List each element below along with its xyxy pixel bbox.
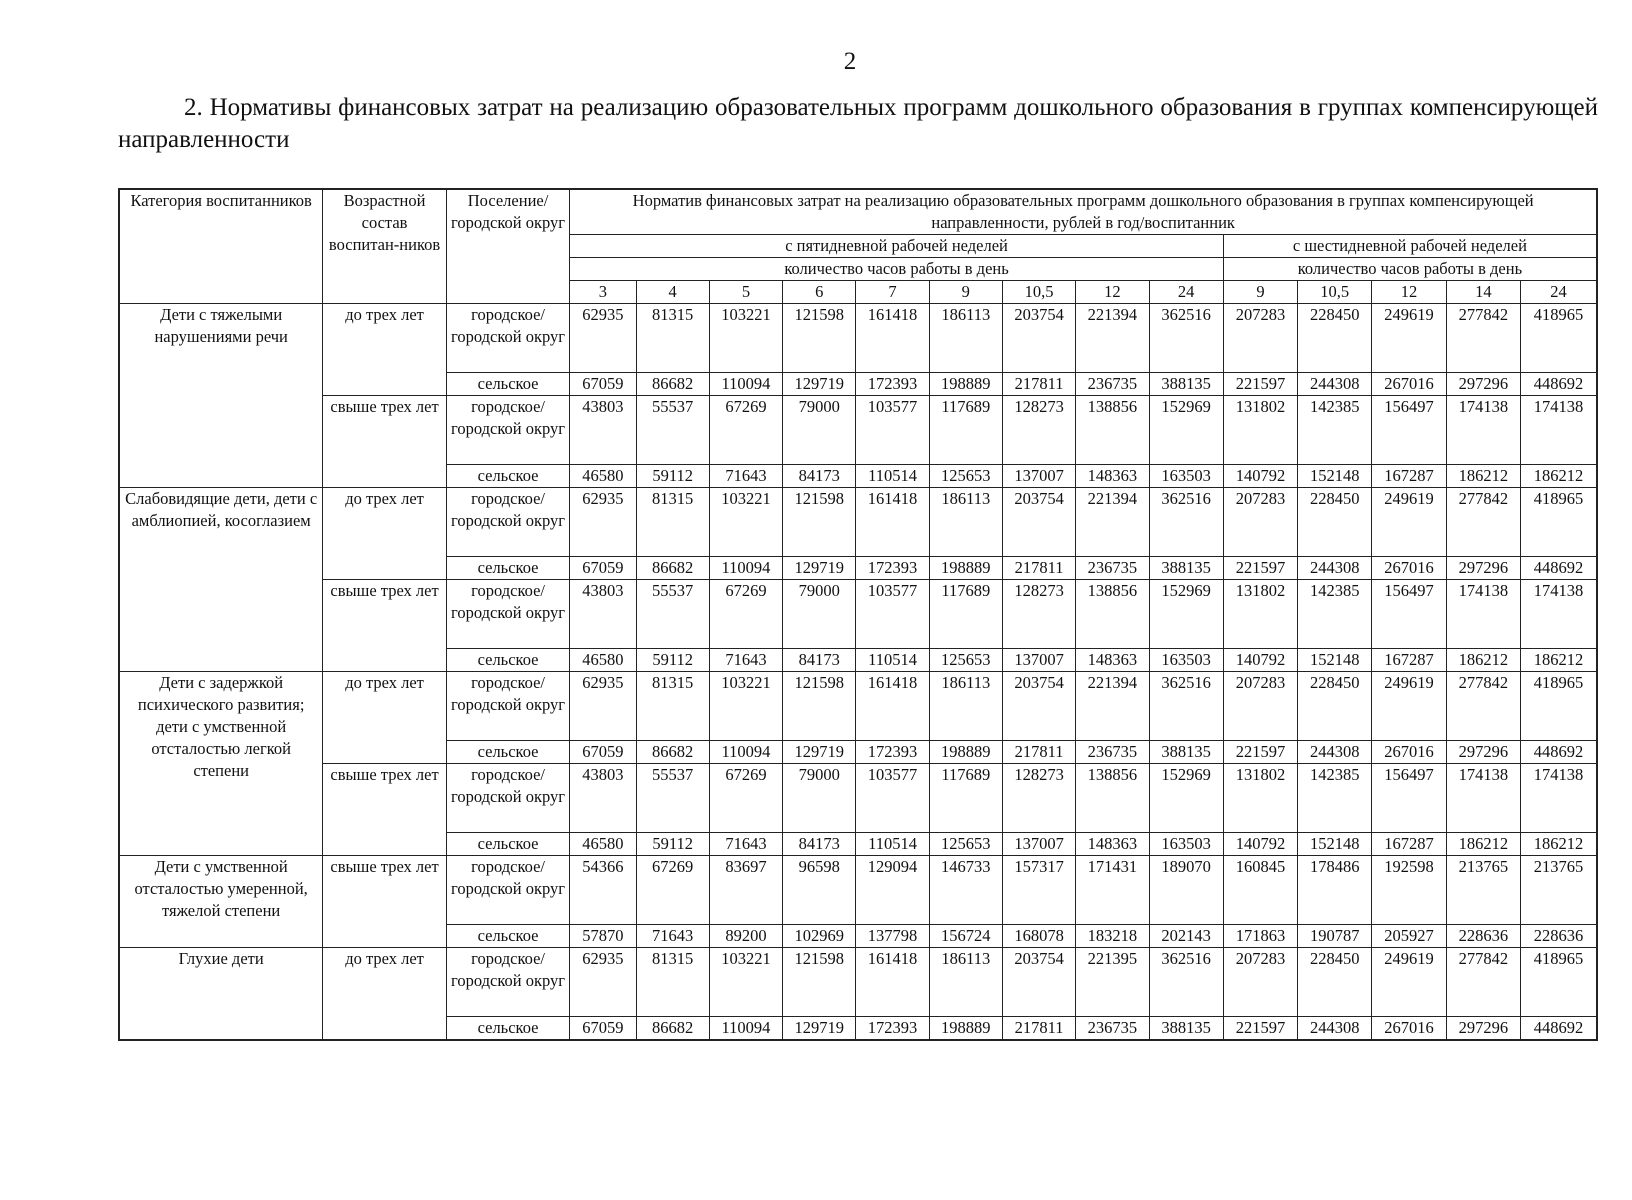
- value-cell: 362516: [1149, 488, 1223, 557]
- value-cell: 129719: [783, 1017, 856, 1041]
- value-cell: 142385: [1298, 764, 1372, 833]
- hours-cell: 24: [1149, 281, 1223, 304]
- value-cell: 186113: [929, 672, 1002, 741]
- settlement-cell: сельское: [446, 741, 569, 764]
- age-cell: до трех лет: [323, 304, 446, 396]
- category-cell: Дети с задержкой психического развития; дети с умственной отсталостью легкой степени: [119, 672, 323, 856]
- value-cell: 228636: [1520, 925, 1597, 948]
- age-cell: свыше трех лет: [323, 396, 446, 488]
- value-cell: 244308: [1298, 557, 1372, 580]
- table-row: [119, 580, 1597, 649]
- value-cell: 103221: [709, 948, 782, 1017]
- settlement-cell: сельское: [446, 649, 569, 672]
- value-cell: 186212: [1446, 465, 1520, 488]
- value-cell: 86682: [636, 741, 709, 764]
- value-cell: 192598: [1372, 856, 1446, 925]
- value-cell: 167287: [1372, 465, 1446, 488]
- value-cell: 138856: [1076, 580, 1149, 649]
- header-age: Возрастной состав воспитан-ников: [323, 189, 446, 304]
- value-cell: 103577: [856, 764, 929, 833]
- value-cell: 67059: [570, 741, 636, 764]
- header-hours-label-6: количество часов работы в день: [1223, 258, 1597, 281]
- value-cell: 117689: [929, 396, 1002, 465]
- value-cell: 388135: [1149, 557, 1223, 580]
- value-cell: 388135: [1149, 373, 1223, 396]
- value-cell: 205927: [1372, 925, 1446, 948]
- value-cell: 418965: [1520, 948, 1597, 1017]
- value-cell: 71643: [636, 925, 709, 948]
- header-main: Норматив финансовых затрат на реализацию образовательных программ дошкольного образования в группах компенсирующей направленности, рублей в год/воспитанник: [570, 189, 1597, 235]
- value-cell: 55537: [636, 764, 709, 833]
- value-cell: 172393: [856, 741, 929, 764]
- table-row: [119, 764, 1597, 833]
- header-six-day: с шестидневной рабочей неделей: [1223, 235, 1597, 258]
- value-cell: 228450: [1298, 304, 1372, 373]
- value-cell: 148363: [1076, 465, 1149, 488]
- settlement-cell: городское/ городской округ: [446, 856, 569, 925]
- value-cell: 163503: [1149, 833, 1223, 856]
- value-cell: 129719: [783, 741, 856, 764]
- value-cell: 448692: [1520, 373, 1597, 396]
- value-cell: 57870: [570, 925, 636, 948]
- value-cell: 228450: [1298, 488, 1372, 557]
- value-cell: 267016: [1372, 741, 1446, 764]
- value-cell: 62935: [570, 672, 636, 741]
- settlement-cell: городское/ городской округ: [446, 672, 569, 741]
- value-cell: 103221: [709, 672, 782, 741]
- section-heading: 2. Нормативы финансовых затрат на реализацию образовательных программ дошкольного образования в группах компенсирующей направленности: [118, 94, 1598, 153]
- value-cell: 221394: [1076, 672, 1149, 741]
- value-cell: 102969: [783, 925, 856, 948]
- value-cell: 110514: [856, 649, 929, 672]
- header-five-day: с пятидневной рабочей неделей: [570, 235, 1224, 258]
- value-cell: 131802: [1223, 580, 1297, 649]
- value-cell: 156497: [1372, 764, 1446, 833]
- page-number: 2: [843, 48, 857, 75]
- value-cell: 221394: [1076, 304, 1149, 373]
- value-cell: 140792: [1223, 649, 1297, 672]
- value-cell: 131802: [1223, 764, 1297, 833]
- value-cell: 297296: [1446, 557, 1520, 580]
- value-cell: 277842: [1446, 488, 1520, 557]
- value-cell: 362516: [1149, 948, 1223, 1017]
- value-cell: 249619: [1372, 672, 1446, 741]
- value-cell: 172393: [856, 557, 929, 580]
- hours-cell: 10,5: [1298, 281, 1372, 304]
- value-cell: 59112: [636, 465, 709, 488]
- value-cell: 156497: [1372, 396, 1446, 465]
- value-cell: 186212: [1446, 649, 1520, 672]
- value-cell: 160845: [1223, 856, 1297, 925]
- value-cell: 267016: [1372, 557, 1446, 580]
- value-cell: 161418: [856, 948, 929, 1017]
- value-cell: 46580: [570, 649, 636, 672]
- hours-cell: 24: [1520, 281, 1597, 304]
- value-cell: 388135: [1149, 741, 1223, 764]
- settlement-cell: городское/ городской округ: [446, 488, 569, 557]
- hours-cell: 10,5: [1002, 281, 1075, 304]
- header-row-1: [119, 189, 1597, 235]
- age-cell: свыше трех лет: [323, 764, 446, 856]
- settlement-cell: городское/ городской округ: [446, 396, 569, 465]
- value-cell: 203754: [1002, 948, 1075, 1017]
- value-cell: 163503: [1149, 465, 1223, 488]
- value-cell: 43803: [570, 580, 636, 649]
- value-cell: 59112: [636, 649, 709, 672]
- value-cell: 207283: [1223, 304, 1297, 373]
- value-cell: 297296: [1446, 1017, 1520, 1041]
- value-cell: 249619: [1372, 488, 1446, 557]
- value-cell: 186212: [1520, 649, 1597, 672]
- value-cell: 152148: [1298, 833, 1372, 856]
- hours-cell: 5: [709, 281, 782, 304]
- value-cell: 198889: [929, 1017, 1002, 1041]
- value-cell: 103577: [856, 580, 929, 649]
- value-cell: 203754: [1002, 672, 1075, 741]
- hours-cell: 14: [1446, 281, 1520, 304]
- value-cell: 142385: [1298, 396, 1372, 465]
- value-cell: 96598: [783, 856, 856, 925]
- value-cell: 221597: [1223, 373, 1297, 396]
- value-cell: 128273: [1002, 764, 1075, 833]
- value-cell: 213765: [1520, 856, 1597, 925]
- value-cell: 213765: [1446, 856, 1520, 925]
- value-cell: 152969: [1149, 764, 1223, 833]
- value-cell: 62935: [570, 948, 636, 1017]
- value-cell: 418965: [1520, 304, 1597, 373]
- value-cell: 71643: [709, 833, 782, 856]
- value-cell: 418965: [1520, 488, 1597, 557]
- value-cell: 163503: [1149, 649, 1223, 672]
- value-cell: 84173: [783, 833, 856, 856]
- value-cell: 161418: [856, 672, 929, 741]
- value-cell: 228636: [1446, 925, 1520, 948]
- value-cell: 221597: [1223, 557, 1297, 580]
- hours-cell: 9: [929, 281, 1002, 304]
- value-cell: 110094: [709, 557, 782, 580]
- value-cell: 110514: [856, 465, 929, 488]
- value-cell: 137007: [1002, 465, 1075, 488]
- age-cell: до трех лет: [323, 948, 446, 1041]
- hours-cell: 12: [1372, 281, 1446, 304]
- value-cell: 203754: [1002, 304, 1075, 373]
- value-cell: 244308: [1298, 373, 1372, 396]
- value-cell: 448692: [1520, 557, 1597, 580]
- value-cell: 62935: [570, 304, 636, 373]
- value-cell: 129719: [783, 557, 856, 580]
- value-cell: 267016: [1372, 1017, 1446, 1041]
- value-cell: 236735: [1076, 373, 1149, 396]
- value-cell: 172393: [856, 373, 929, 396]
- table-row: [119, 304, 1597, 373]
- value-cell: 249619: [1372, 304, 1446, 373]
- value-cell: 140792: [1223, 833, 1297, 856]
- age-cell: свыше трех лет: [323, 856, 446, 948]
- value-cell: 174138: [1520, 580, 1597, 649]
- value-cell: 244308: [1298, 741, 1372, 764]
- value-cell: 186212: [1520, 465, 1597, 488]
- value-cell: 86682: [636, 373, 709, 396]
- value-cell: 174138: [1520, 764, 1597, 833]
- value-cell: 217811: [1002, 741, 1075, 764]
- table-row: [119, 948, 1597, 1017]
- value-cell: 217811: [1002, 557, 1075, 580]
- value-cell: 110094: [709, 741, 782, 764]
- age-cell: до трех лет: [323, 672, 446, 764]
- value-cell: 71643: [709, 649, 782, 672]
- value-cell: 71643: [709, 465, 782, 488]
- value-cell: 67059: [570, 373, 636, 396]
- value-cell: 186113: [929, 488, 1002, 557]
- value-cell: 152969: [1149, 580, 1223, 649]
- value-cell: 138856: [1076, 396, 1149, 465]
- value-cell: 79000: [783, 396, 856, 465]
- value-cell: 138856: [1076, 764, 1149, 833]
- value-cell: 167287: [1372, 649, 1446, 672]
- value-cell: 217811: [1002, 373, 1075, 396]
- value-cell: 174138: [1520, 396, 1597, 465]
- table-body: [119, 189, 1597, 1040]
- value-cell: 55537: [636, 580, 709, 649]
- settlement-cell: городское/ городской округ: [446, 764, 569, 833]
- value-cell: 178486: [1298, 856, 1372, 925]
- value-cell: 152148: [1298, 649, 1372, 672]
- value-cell: 81315: [636, 488, 709, 557]
- value-cell: 54366: [570, 856, 636, 925]
- hours-cell: 7: [856, 281, 929, 304]
- value-cell: 221597: [1223, 741, 1297, 764]
- value-cell: 117689: [929, 580, 1002, 649]
- table-row: [119, 396, 1597, 465]
- age-cell: свыше трех лет: [323, 580, 446, 672]
- value-cell: 67269: [709, 580, 782, 649]
- norms-table: [118, 188, 1598, 1041]
- value-cell: 277842: [1446, 948, 1520, 1017]
- age-cell: до трех лет: [323, 488, 446, 580]
- value-cell: 190787: [1298, 925, 1372, 948]
- settlement-cell: сельское: [446, 373, 569, 396]
- value-cell: 249619: [1372, 948, 1446, 1017]
- value-cell: 125653: [929, 465, 1002, 488]
- value-cell: 67269: [636, 856, 709, 925]
- value-cell: 79000: [783, 764, 856, 833]
- header-category: Категория воспитанников: [119, 189, 323, 304]
- value-cell: 186113: [929, 948, 1002, 1017]
- value-cell: 221395: [1076, 948, 1149, 1017]
- settlement-cell: сельское: [446, 557, 569, 580]
- value-cell: 86682: [636, 1017, 709, 1041]
- value-cell: 228450: [1298, 672, 1372, 741]
- value-cell: 186113: [929, 304, 1002, 373]
- value-cell: 137007: [1002, 649, 1075, 672]
- value-cell: 129719: [783, 373, 856, 396]
- settlement-cell: городское/ городской округ: [446, 304, 569, 373]
- value-cell: 89200: [709, 925, 782, 948]
- value-cell: 148363: [1076, 649, 1149, 672]
- value-cell: 362516: [1149, 672, 1223, 741]
- value-cell: 418965: [1520, 672, 1597, 741]
- value-cell: 161418: [856, 488, 929, 557]
- hours-cell: 3: [570, 281, 636, 304]
- value-cell: 43803: [570, 764, 636, 833]
- value-cell: 67269: [709, 764, 782, 833]
- value-cell: 59112: [636, 833, 709, 856]
- value-cell: 83697: [709, 856, 782, 925]
- value-cell: 267016: [1372, 373, 1446, 396]
- value-cell: 121598: [783, 672, 856, 741]
- value-cell: 125653: [929, 833, 1002, 856]
- value-cell: 198889: [929, 741, 1002, 764]
- value-cell: 137798: [856, 925, 929, 948]
- value-cell: 207283: [1223, 948, 1297, 1017]
- value-cell: 146733: [929, 856, 1002, 925]
- category-cell: Дети с тяжелыми нарушениями речи: [119, 304, 323, 488]
- value-cell: 171863: [1223, 925, 1297, 948]
- value-cell: 174138: [1446, 396, 1520, 465]
- value-cell: 362516: [1149, 304, 1223, 373]
- value-cell: 121598: [783, 488, 856, 557]
- value-cell: 84173: [783, 465, 856, 488]
- hours-cell: 9: [1223, 281, 1297, 304]
- settlement-cell: сельское: [446, 833, 569, 856]
- table-row: [119, 488, 1597, 557]
- value-cell: 297296: [1446, 373, 1520, 396]
- value-cell: 277842: [1446, 304, 1520, 373]
- value-cell: 84173: [783, 649, 856, 672]
- value-cell: 121598: [783, 304, 856, 373]
- value-cell: 140792: [1223, 465, 1297, 488]
- value-cell: 103221: [709, 488, 782, 557]
- value-cell: 202143: [1149, 925, 1223, 948]
- value-cell: 277842: [1446, 672, 1520, 741]
- hours-cell: 4: [636, 281, 709, 304]
- value-cell: 198889: [929, 373, 1002, 396]
- value-cell: 186212: [1446, 833, 1520, 856]
- value-cell: 167287: [1372, 833, 1446, 856]
- value-cell: 81315: [636, 304, 709, 373]
- value-cell: 67059: [570, 1017, 636, 1041]
- value-cell: 137007: [1002, 833, 1075, 856]
- value-cell: 217811: [1002, 1017, 1075, 1041]
- value-cell: 172393: [856, 1017, 929, 1041]
- value-cell: 236735: [1076, 741, 1149, 764]
- value-cell: 110514: [856, 833, 929, 856]
- value-cell: 297296: [1446, 741, 1520, 764]
- value-cell: 152969: [1149, 396, 1223, 465]
- value-cell: 79000: [783, 580, 856, 649]
- value-cell: 125653: [929, 649, 1002, 672]
- category-cell: Дети с умственной отсталостью умеренной, тяжелой степени: [119, 856, 323, 948]
- table-row: [119, 856, 1597, 925]
- value-cell: 236735: [1076, 557, 1149, 580]
- header-hours-label-5: количество часов работы в день: [570, 258, 1224, 281]
- header-settlement: Поселение/ городской округ: [446, 189, 569, 304]
- value-cell: 148363: [1076, 833, 1149, 856]
- table-row: [119, 672, 1597, 741]
- value-cell: 221597: [1223, 1017, 1297, 1041]
- value-cell: 67269: [709, 396, 782, 465]
- value-cell: 171431: [1076, 856, 1149, 925]
- value-cell: 183218: [1076, 925, 1149, 948]
- value-cell: 103577: [856, 396, 929, 465]
- value-cell: 110094: [709, 373, 782, 396]
- value-cell: 128273: [1002, 396, 1075, 465]
- value-cell: 81315: [636, 948, 709, 1017]
- value-cell: 228450: [1298, 948, 1372, 1017]
- value-cell: 156497: [1372, 580, 1446, 649]
- value-cell: 244308: [1298, 1017, 1372, 1041]
- value-cell: 46580: [570, 465, 636, 488]
- value-cell: 236735: [1076, 1017, 1149, 1041]
- value-cell: 46580: [570, 833, 636, 856]
- value-cell: 152148: [1298, 465, 1372, 488]
- value-cell: 203754: [1002, 488, 1075, 557]
- category-cell: Слабовидящие дети, дети с амблиопией, косоглазием: [119, 488, 323, 672]
- value-cell: 62935: [570, 488, 636, 557]
- settlement-cell: сельское: [446, 1017, 569, 1041]
- value-cell: 55537: [636, 396, 709, 465]
- value-cell: 198889: [929, 557, 1002, 580]
- settlement-cell: городское/ городской округ: [446, 948, 569, 1017]
- settlement-cell: городское/ городской округ: [446, 580, 569, 649]
- value-cell: 221394: [1076, 488, 1149, 557]
- category-cell: Глухие дети: [119, 948, 323, 1041]
- value-cell: 67059: [570, 557, 636, 580]
- value-cell: 207283: [1223, 488, 1297, 557]
- value-cell: 121598: [783, 948, 856, 1017]
- value-cell: 43803: [570, 396, 636, 465]
- value-cell: 157317: [1002, 856, 1075, 925]
- value-cell: 174138: [1446, 764, 1520, 833]
- hours-cell: 12: [1076, 281, 1149, 304]
- value-cell: 129094: [856, 856, 929, 925]
- value-cell: 207283: [1223, 672, 1297, 741]
- value-cell: 117689: [929, 764, 1002, 833]
- value-cell: 128273: [1002, 580, 1075, 649]
- value-cell: 142385: [1298, 580, 1372, 649]
- value-cell: 448692: [1520, 741, 1597, 764]
- value-cell: 168078: [1002, 925, 1075, 948]
- value-cell: 174138: [1446, 580, 1520, 649]
- hours-cell: 6: [783, 281, 856, 304]
- value-cell: 86682: [636, 557, 709, 580]
- value-cell: 156724: [929, 925, 1002, 948]
- value-cell: 189070: [1149, 856, 1223, 925]
- value-cell: 161418: [856, 304, 929, 373]
- value-cell: 131802: [1223, 396, 1297, 465]
- value-cell: 186212: [1520, 833, 1597, 856]
- value-cell: 103221: [709, 304, 782, 373]
- value-cell: 388135: [1149, 1017, 1223, 1041]
- value-cell: 110094: [709, 1017, 782, 1041]
- value-cell: 448692: [1520, 1017, 1597, 1041]
- settlement-cell: сельское: [446, 465, 569, 488]
- value-cell: 81315: [636, 672, 709, 741]
- settlement-cell: сельское: [446, 925, 569, 948]
